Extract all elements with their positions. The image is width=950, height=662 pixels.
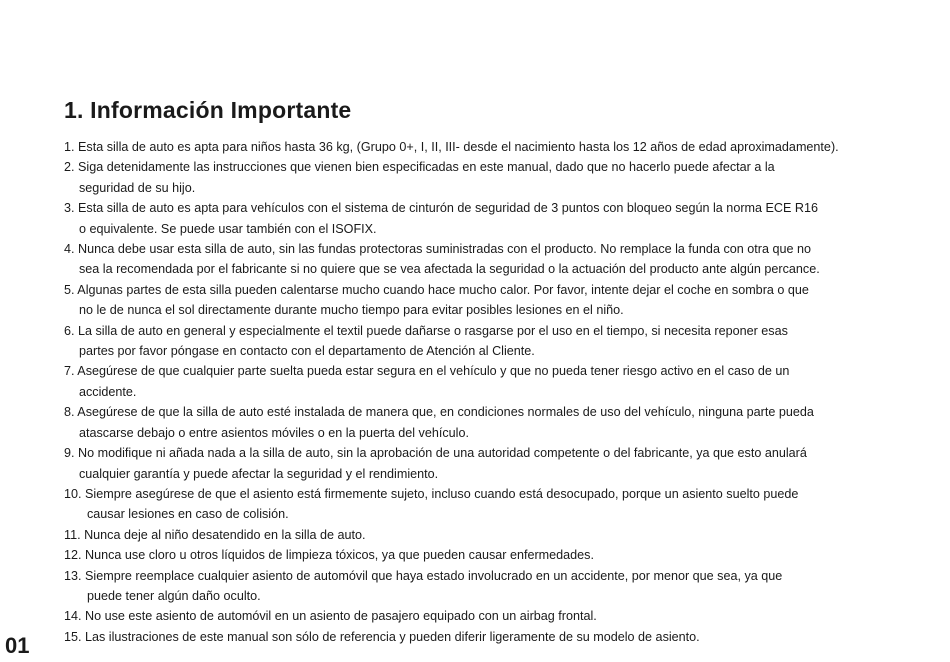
- item-line: 12. Nunca use cloro u otros líquidos de limpieza tóxicos, ya que pueden causar enfermedades.: [64, 548, 594, 563]
- list-item: [64, 239, 934, 280]
- list-item: [64, 525, 934, 545]
- list-item: [64, 566, 934, 607]
- item-line: 10. Siempre asegúrese de que el asiento está firmemente sujeto, incluso cuando está desocupado, porque un asiento suelto puede: [64, 486, 799, 501]
- item-line-continued: sea la recomendada por el fabricante si no quiere que se vea afectada la seguridad o la actuación del producto ante algún percance.: [79, 262, 820, 277]
- list-item: [64, 484, 934, 525]
- item-line-continued: partes por favor póngase en contacto con el departamento de Atención al Cliente.: [79, 344, 535, 359]
- item-line-continued: atascarse debajo o entre asientos móviles o en la puerta del vehículo.: [79, 425, 469, 440]
- list-item: [64, 198, 934, 239]
- list-item: [64, 321, 934, 362]
- instructions-list: [64, 137, 934, 647]
- list-item: [64, 545, 934, 565]
- list-item: [64, 402, 934, 443]
- list-item: [64, 280, 934, 321]
- item-line-continued: no le de nunca el sol directamente durante mucho tiempo para evitar posibles lesiones en el niño.: [79, 303, 624, 318]
- item-line: 3. Esta silla de auto es apta para vehículos con el sistema de cinturón de seguridad de 3 puntos con bloqueo según la norma ECE R16: [64, 201, 819, 216]
- item-line: 8. Asegúrese de que la silla de auto esté instalada de manera que, en condiciones normales de uso del vehículo, ninguna parte pueda: [64, 405, 814, 420]
- list-item: [64, 443, 934, 484]
- list-item: [64, 606, 934, 626]
- item-line: 13. Siempre reemplace cualquier asiento de automóvil que haya estado involucrado en un accidente, por menor que sea, ya que: [64, 568, 783, 583]
- item-line-continued: seguridad de su hijo.: [79, 180, 196, 195]
- item-line-continued: causar lesiones en caso de colisión.: [87, 507, 289, 522]
- list-item: [64, 157, 934, 198]
- item-line: 1. Esta silla de auto es apta para niños hasta 36 kg, (Grupo 0+, I, II, III- desde el nacimiento hasta los 12 años de edad aproximadamente).: [64, 140, 839, 154]
- list-item: [64, 361, 934, 402]
- item-line: 7. Asegúrese de que cualquier parte suelta pueda estar segura en el vehículo y que no pueda tener riesgo activo en el caso de un: [64, 364, 790, 379]
- item-line-continued: accidente.: [79, 384, 137, 399]
- item-line: 2. Siga detenidamente las instrucciones que vienen bien especificadas en este manual, dado que no hacerlo puede afectar a la: [64, 160, 775, 175]
- item-line-continued: cualquier garantía y puede afectar la seguridad y el rendimiento.: [79, 466, 439, 481]
- list-item: [64, 137, 934, 157]
- item-line: 6. La silla de auto en general y especialmente el textil puede dañarse o rasgarse por el uso en el tiempo, si necesita reponer esas: [64, 323, 788, 338]
- item-line: 11. Nunca deje al niño desatendido en la silla de auto.: [64, 527, 366, 542]
- page-number: 01: [5, 633, 30, 658]
- item-line: 9. No modifique ni añada nada a la silla de auto, sin la aprobación de una autoridad competente o del fabricante, ya que esto anulará: [64, 446, 807, 461]
- item-line: 14. No use este asiento de automóvil en un asiento de pasajero equipado con un airbag frontal.: [64, 609, 597, 624]
- item-line: 15. Las ilustraciones de este manual son sólo de referencia y pueden diferir ligeramente de su modelo de asiento.: [64, 629, 700, 644]
- item-line: 4. Nunca debe usar esta silla de auto, sin las fundas protectoras suministradas con el producto. No remplace la funda con otra que no: [64, 242, 811, 257]
- list-item: [64, 627, 934, 647]
- item-line-continued: puede tener algún daño oculto.: [87, 588, 261, 603]
- item-line: 5. Algunas partes de esta silla pueden calentarse mucho cuando hace mucho calor. Por favor, intente dejar el coche en sombra o que: [64, 282, 809, 297]
- item-line-continued: o equivalente. Se puede usar también con el ISOFIX.: [79, 221, 377, 236]
- page-title: 1. Información Importante: [64, 97, 352, 123]
